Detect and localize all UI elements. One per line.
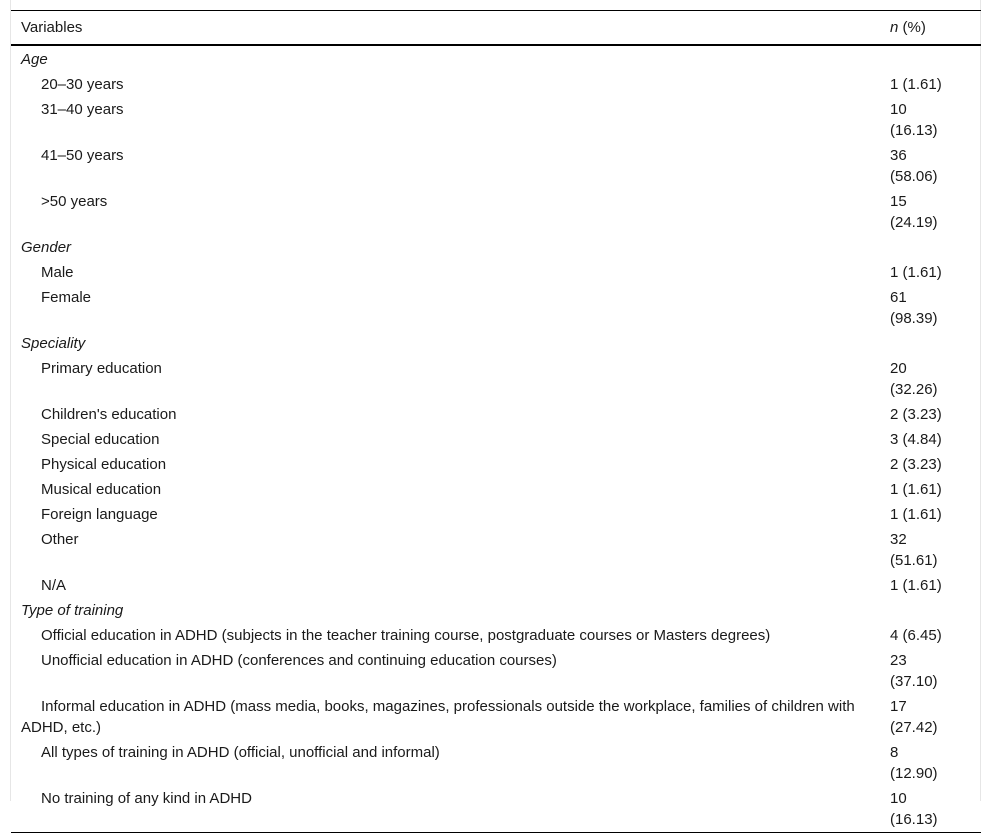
row-value-count: 36 <box>890 147 907 164</box>
section-title: Gender <box>21 239 72 256</box>
table-row <box>11 623 981 648</box>
row-value <box>880 527 981 573</box>
table-row <box>11 573 981 598</box>
row-value-percent: (27.42) <box>890 719 938 736</box>
table-row <box>11 740 981 786</box>
row-value-percent: (51.61) <box>890 552 938 569</box>
table-row <box>11 452 981 477</box>
table-row <box>11 502 981 527</box>
row-value <box>880 740 981 786</box>
row-value: 1 (1.61) <box>890 264 942 281</box>
row-value: 1 (1.61) <box>890 481 942 498</box>
row-value-percent: (24.19) <box>890 214 938 231</box>
section-title: Age <box>21 51 48 68</box>
section-title: Speciality <box>21 335 86 352</box>
row-value-count: 17 <box>890 698 907 715</box>
row-label: All types of training in ADHD (official, unofficial and informal) <box>41 744 440 761</box>
table-row <box>11 648 981 694</box>
table-row <box>11 97 981 143</box>
row-value: 1 (1.61) <box>890 76 942 93</box>
table-row <box>11 694 981 740</box>
row-value-percent: (32.26) <box>890 381 938 398</box>
row-label: >50 years <box>41 193 108 210</box>
table-row <box>11 260 981 285</box>
row-label: 31–40 years <box>41 101 124 118</box>
row-value-count: 10 <box>890 101 907 118</box>
row-value <box>880 143 981 189</box>
row-value <box>880 285 981 331</box>
row-label: Female <box>41 289 92 306</box>
row-value: 4 (6.45) <box>890 627 942 644</box>
table-row <box>11 143 981 189</box>
row-label: Special education <box>41 431 160 448</box>
row-label: Primary education <box>41 360 162 377</box>
row-label: Other <box>41 531 79 548</box>
table-row <box>11 527 981 573</box>
row-value: 2 (3.23) <box>890 406 942 423</box>
header-n-percent <box>880 11 981 46</box>
table-row <box>11 402 981 427</box>
table-row <box>11 477 981 502</box>
table-row <box>11 356 981 402</box>
section-title: Type of training <box>21 602 124 619</box>
row-label: Musical education <box>41 481 162 498</box>
row-value <box>880 694 981 740</box>
row-value <box>880 189 981 235</box>
row-value-count: 15 <box>890 193 907 210</box>
row-label: Male <box>41 264 74 281</box>
row-value: 2 (3.23) <box>890 456 942 473</box>
row-value-percent: (58.06) <box>890 168 938 185</box>
table-row <box>11 72 981 97</box>
row-value-count: 61 <box>890 289 907 306</box>
table-row <box>11 285 981 331</box>
row-label: Informal education in ADHD (mass media, books, magazines, professionals outside the workplace, families of children with ADHD, etc.) <box>21 698 855 736</box>
row-label: N/A <box>41 577 67 594</box>
row-label: Physical education <box>41 456 167 473</box>
row-value <box>880 356 981 402</box>
row-label: 41–50 years <box>41 147 124 164</box>
row-value-count: 23 <box>890 652 907 669</box>
row-label: Unofficial education in ADHD (conferences and continuing education courses) <box>41 652 557 669</box>
section-row-gender <box>11 235 981 260</box>
section-row-training <box>11 598 981 623</box>
row-value-count: 32 <box>890 531 907 548</box>
row-value: 1 (1.61) <box>890 577 942 594</box>
table-row <box>11 427 981 452</box>
row-value-percent: (98.39) <box>890 310 938 327</box>
header-percent: (%) <box>898 19 926 36</box>
row-label: 20–30 years <box>41 76 124 93</box>
row-value <box>880 648 981 694</box>
row-label: Children's education <box>41 406 177 423</box>
row-value-percent: (16.13) <box>890 122 938 139</box>
demographics-table <box>11 10 981 833</box>
row-value-percent: (12.90) <box>890 765 938 782</box>
table-row <box>11 786 981 833</box>
section-row-speciality <box>11 331 981 356</box>
row-label: Foreign language <box>41 506 158 523</box>
row-value <box>880 97 981 143</box>
table-row <box>11 189 981 235</box>
row-value: 1 (1.61) <box>890 506 942 523</box>
row-value-count: 20 <box>890 360 907 377</box>
row-value-percent: (16.13) <box>890 811 938 828</box>
section-row-age <box>11 45 981 72</box>
table-header-row <box>11 11 981 46</box>
row-value-count: 10 <box>890 790 907 807</box>
row-label: Official education in ADHD (subjects in the teacher training course, postgraduate courses or Masters degrees) <box>41 627 771 644</box>
row-value-count: 8 <box>890 744 899 761</box>
row-value <box>880 786 981 833</box>
header-variables: Variables <box>21 19 83 36</box>
row-value-percent: (37.10) <box>890 673 938 690</box>
row-label: No training of any kind in ADHD <box>41 790 252 807</box>
header-n: n <box>890 19 899 36</box>
row-value: 3 (4.84) <box>890 431 942 448</box>
